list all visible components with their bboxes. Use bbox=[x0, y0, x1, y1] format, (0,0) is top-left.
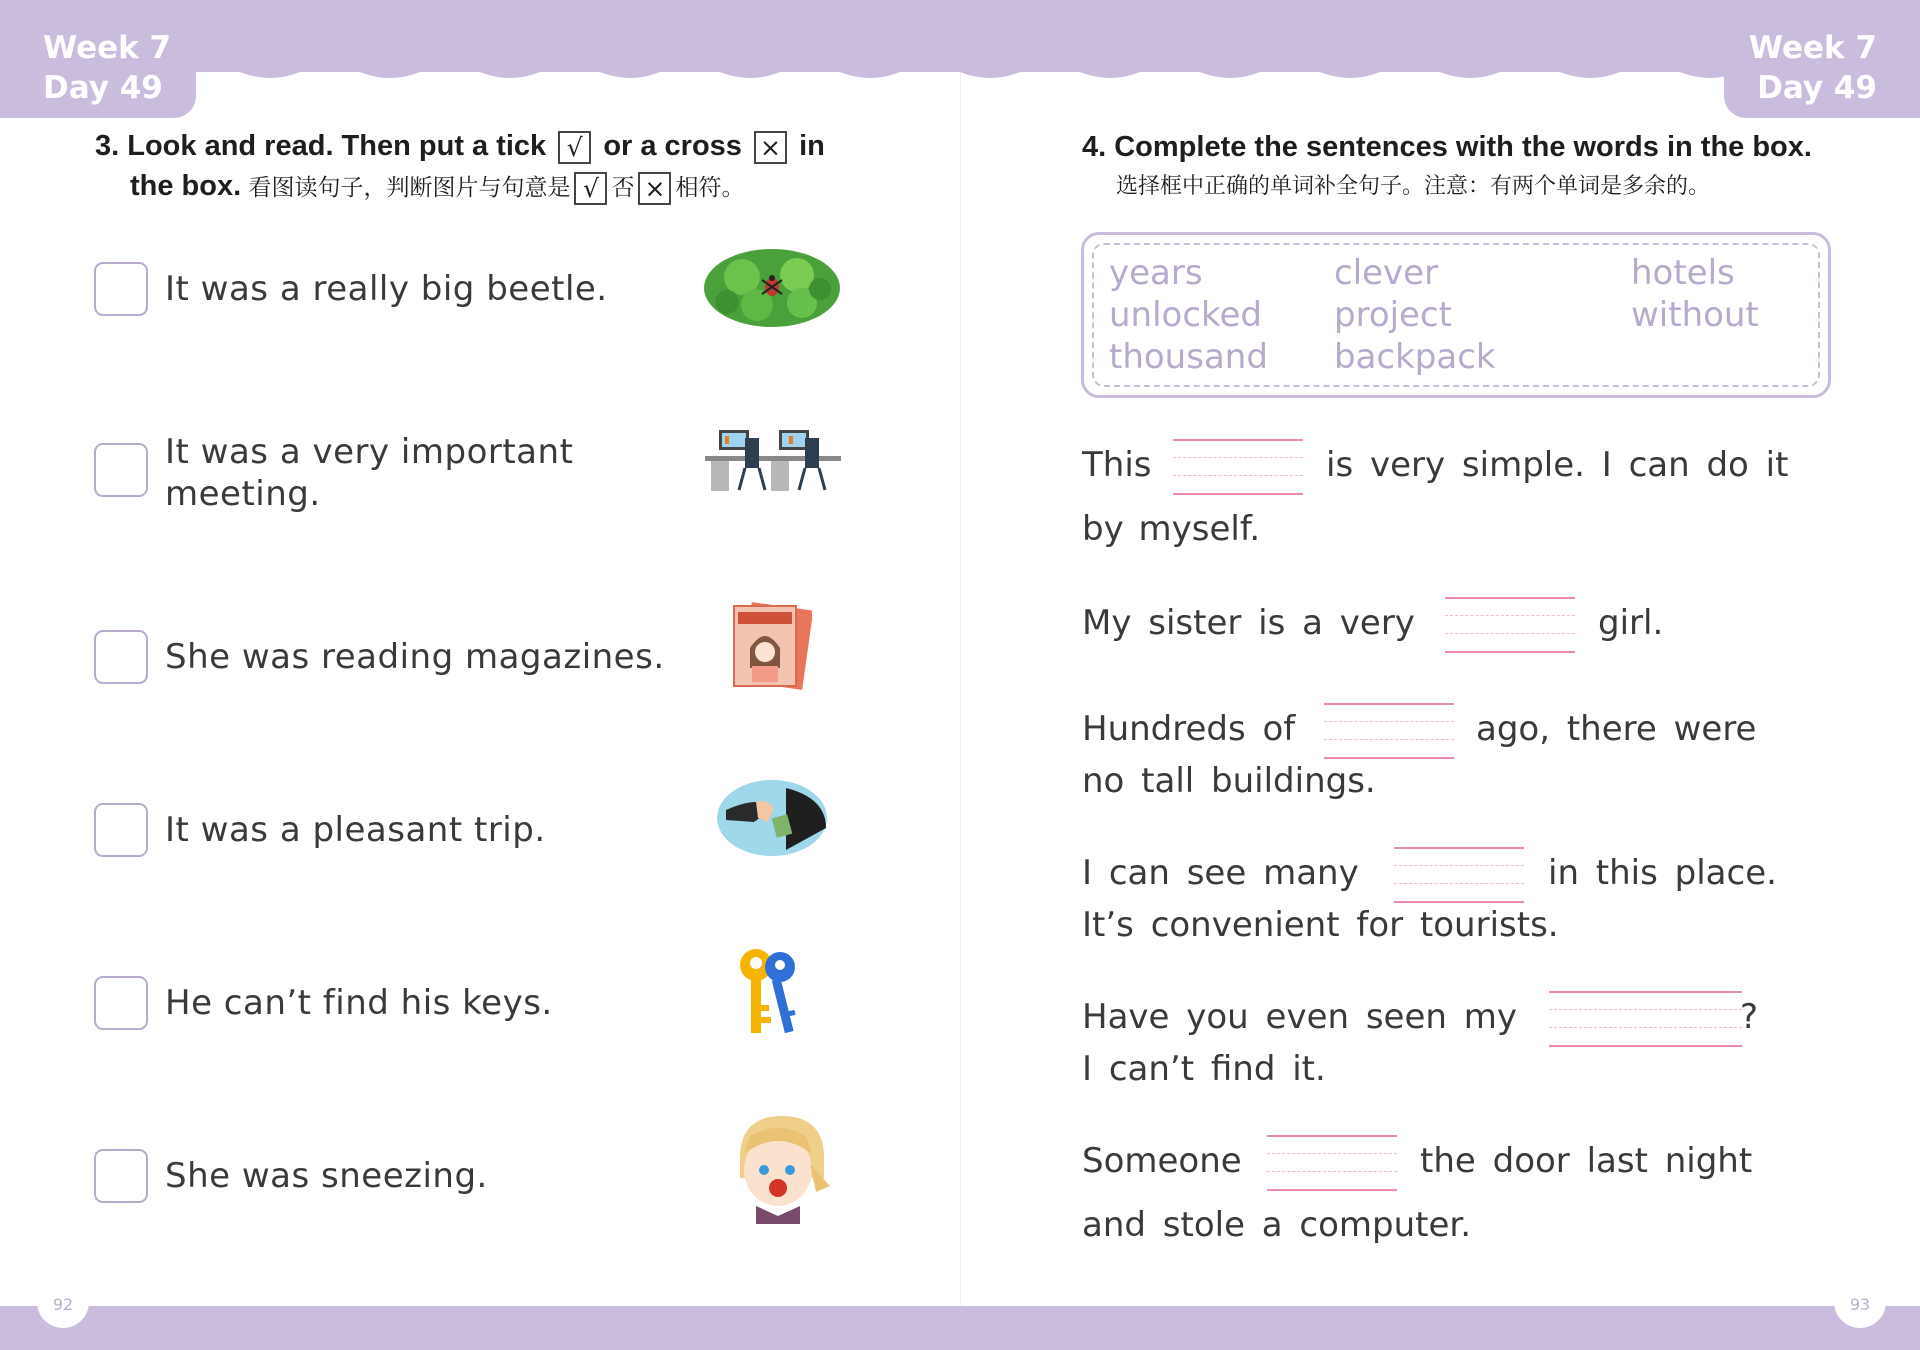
chinese-instruction: 相符。 bbox=[675, 175, 745, 201]
beetle-on-clover-image bbox=[702, 247, 842, 329]
sentence-1-before: This bbox=[1082, 445, 1152, 485]
pickpocket-image bbox=[716, 778, 828, 858]
answer-blank-5[interactable] bbox=[1549, 991, 1742, 1047]
title-text: the box. bbox=[130, 170, 242, 202]
title-text: 3. Look and read. Then put a tick bbox=[95, 130, 547, 162]
word-bank-word: project bbox=[1334, 295, 1453, 335]
week-day-tab-left bbox=[0, 0, 196, 118]
day-label: Day 49 bbox=[43, 70, 163, 106]
sentence-1: It was a really big beetle. bbox=[165, 269, 608, 309]
word-bank-word: backpack bbox=[1334, 337, 1496, 377]
answer-blank-4[interactable] bbox=[1394, 847, 1524, 903]
word-bank-word: unlocked bbox=[1109, 295, 1263, 335]
sentence-3-line2: no tall buildings. bbox=[1082, 761, 1376, 801]
cross-mark-icon: × bbox=[754, 131, 787, 164]
sentence-6: She was sneezing. bbox=[165, 1156, 488, 1196]
title-text: or a cross bbox=[603, 130, 742, 162]
sentence-4-after: in this place. bbox=[1548, 853, 1777, 893]
sentence-4-line2: It’s convenient for tourists. bbox=[1082, 905, 1559, 945]
magazines-image bbox=[728, 600, 812, 692]
week-day-tab-right bbox=[1724, 0, 1920, 118]
answer-checkbox-1[interactable] bbox=[94, 262, 148, 316]
sentence-4-before: I can see many bbox=[1082, 853, 1359, 893]
page-gutter bbox=[960, 72, 961, 1306]
sentence-6-after: the door last night bbox=[1420, 1141, 1753, 1181]
exercise4-title: 4. Complete the sentences with the words in the box. bbox=[1082, 131, 1812, 163]
answer-blank-2[interactable] bbox=[1445, 597, 1575, 653]
page-number-right: 93 bbox=[1834, 1288, 1886, 1328]
sentence-1-after: is very simple. I can do it bbox=[1326, 445, 1789, 485]
answer-checkbox-6[interactable] bbox=[94, 1149, 148, 1203]
sentence-5-before: Have you even seen my bbox=[1082, 997, 1517, 1037]
girl-with-sweet-image bbox=[726, 1114, 832, 1228]
sentence-4: It was a pleasant trip. bbox=[165, 810, 546, 850]
answer-checkbox-5[interactable] bbox=[94, 976, 148, 1030]
sentence-1-line2: by myself. bbox=[1082, 509, 1261, 549]
tick-mark-icon: √ bbox=[558, 131, 591, 164]
exercise4-subtitle: 选择框中正确的单词补全句子。注意：有两个单词是多余的。 bbox=[1116, 174, 1711, 199]
footer-band bbox=[0, 1306, 1920, 1350]
answer-blank-6[interactable] bbox=[1267, 1135, 1397, 1191]
keys-image bbox=[734, 945, 808, 1039]
answer-checkbox-4[interactable] bbox=[94, 803, 148, 857]
sentence-2 bbox=[165, 431, 573, 515]
sentence-3-before: Hundreds of bbox=[1082, 709, 1296, 749]
week-label: Week 7 bbox=[43, 30, 172, 66]
answer-checkbox-3[interactable] bbox=[94, 630, 148, 684]
cross-mark-icon: × bbox=[638, 172, 671, 205]
word-bank-word: hotels bbox=[1631, 253, 1735, 293]
office-desks-image bbox=[705, 424, 841, 492]
answer-checkbox-2[interactable] bbox=[94, 443, 148, 497]
chinese-instruction: 否 bbox=[611, 175, 635, 201]
sentence-6-before: Someone bbox=[1082, 1141, 1242, 1181]
sentence-2-line2: meeting. bbox=[165, 474, 321, 514]
title-text: in bbox=[799, 130, 825, 162]
sentence-5: He can’t find his keys. bbox=[165, 983, 553, 1023]
word-bank-word: clever bbox=[1334, 253, 1439, 293]
sentence-2-after: girl. bbox=[1598, 603, 1664, 643]
exercise3-title-line1 bbox=[95, 127, 825, 165]
day-label: Day 49 bbox=[1757, 70, 1877, 106]
sentence-3: She was reading magazines. bbox=[165, 637, 665, 677]
week-label: Week 7 bbox=[1748, 30, 1877, 66]
sentence-6-line2: and stole a computer. bbox=[1082, 1205, 1472, 1245]
word-bank-word: thousand bbox=[1109, 337, 1268, 377]
sentence-2-line1: It was a very important bbox=[165, 432, 574, 472]
word-bank-word: without bbox=[1631, 295, 1759, 335]
chinese-instruction: 看图读句子，判断图片与句意是 bbox=[248, 175, 571, 201]
page-number-left: 92 bbox=[37, 1288, 89, 1328]
exercise3-title-line2 bbox=[130, 167, 744, 207]
sentence-5-after: ? bbox=[1740, 997, 1759, 1037]
tick-mark-icon: √ bbox=[574, 172, 607, 205]
sentence-5-line2: I can’t find it. bbox=[1082, 1049, 1326, 1089]
answer-blank-1[interactable] bbox=[1173, 439, 1303, 495]
sentence-3-after: ago, there were bbox=[1476, 709, 1757, 749]
answer-blank-3[interactable] bbox=[1324, 703, 1454, 759]
word-bank-word: years bbox=[1109, 253, 1203, 293]
sentence-2-before: My sister is a very bbox=[1082, 603, 1415, 643]
